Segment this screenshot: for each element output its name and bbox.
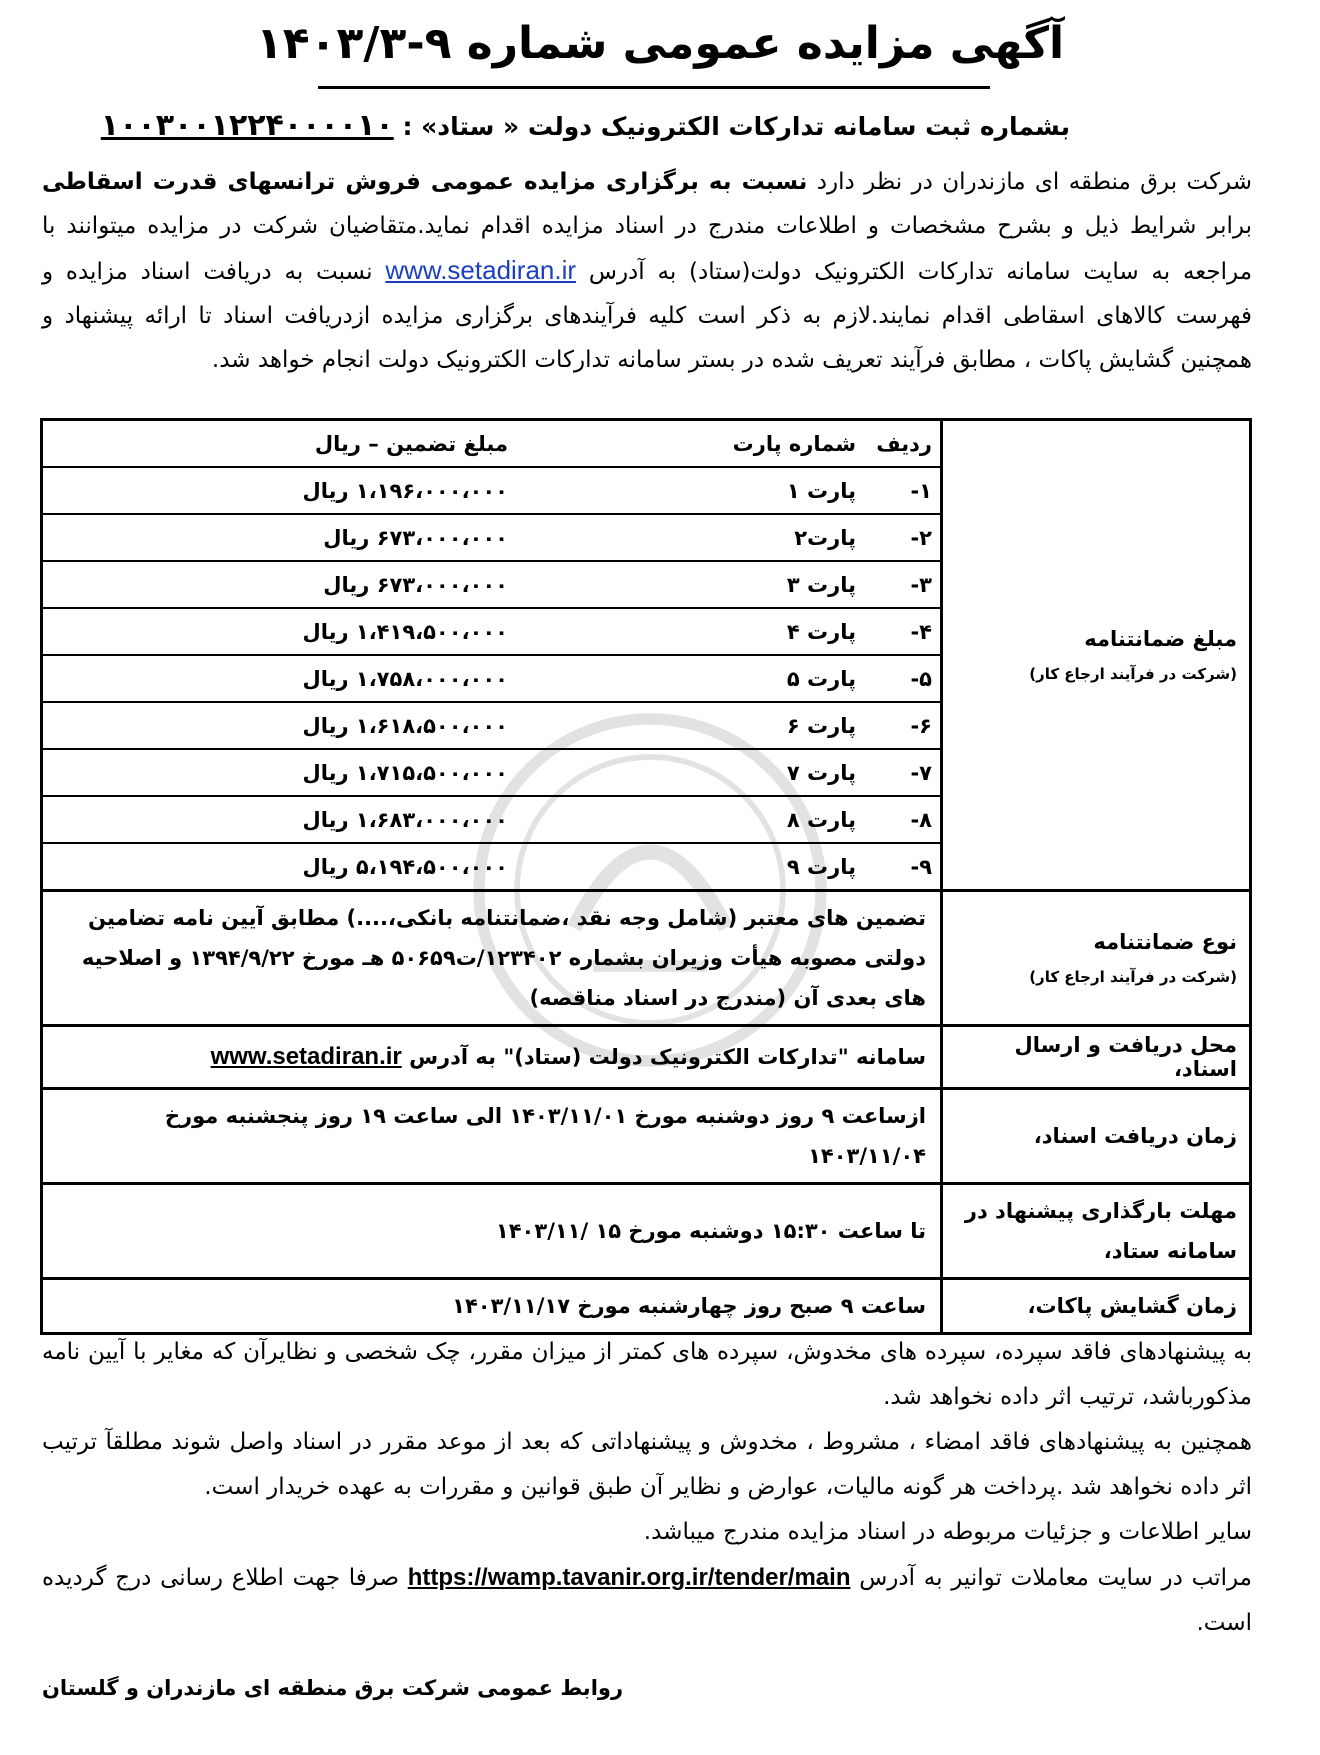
intro-part2: برابر شرایط ذیل و بشرح مشخصات و اطلاعات مندرج در اسناد مزایده اقدام نماید.متقاضیان شرکت در مزایده میتوانند با مراجعه به سایت سامانه تدارکات الکترونیک دولت(ستاد) به آدرس — [42, 213, 1253, 285]
docs-place-cell — [42, 1026, 942, 1089]
intro-part1: شرکت برق منطقه ای مازندران در نظر دارد — [816, 169, 1252, 195]
part-amount: ۱،۶۱۸،۵۰۰،۰۰۰ ریال — [43, 702, 668, 749]
intro-paragraph — [42, 160, 1252, 382]
part-name: پارت۲ — [668, 514, 864, 561]
part-row — [43, 796, 940, 843]
part-name: پارت ۱ — [668, 467, 864, 514]
part-name: پارت ۴ — [668, 608, 864, 655]
docs-time-label: زمان دریافت اسناد، — [942, 1089, 1251, 1184]
part-amount: ۱،۷۱۵،۵۰۰،۰۰۰ ریال — [43, 749, 668, 796]
part-name: پارت ۶ — [668, 702, 864, 749]
guarantee-amount-content — [42, 420, 942, 891]
title-underline — [318, 86, 990, 89]
part-row — [43, 655, 940, 702]
part-row — [43, 749, 940, 796]
part-amount: ۶۷۳،۰۰۰،۰۰۰ ریال — [43, 514, 668, 561]
part-row — [43, 467, 940, 514]
outro-section — [42, 1330, 1252, 1646]
guarantee-amount-label-cell — [942, 420, 1251, 891]
outro-paragraph-1: به پیشنهادهای فاقد سپرده، سپرده های مخدوش، سپرده های کمتر از میزان مقرر، چک شخصی و نظایرآن که مغایر با آیین نامه مذکورباشد، ترتیب اثر داده نخواهد شد. — [42, 1339, 1252, 1410]
outro-paragraph-2: همچنین به پیشنهادهای فاقد امضاء ، مشروط ، مخدوش و پیشنهاداتی که بعد از موعد مقرر در اسناد واصل شوند مطلقآ ترتیب اثر داده نخواهد شد .پرداخت هر گونه مالیات، عوارض و نظایر آن طبق قوانین و مقررات به عهده خریدار است. — [42, 1429, 1252, 1500]
guarantee-type-text: تضمین های معتبر (شامل وجه نقد ،ضمانتنامه بانکی،....) مطابق آیین نامه تضامین دولتی مصوبه هیأت وزیران بشماره ۱۲۳۴۰۲/ت۵۰۶۵۹ هـ مورخ ۱۳۹۴/۹/۲۲ و اصلاحیه های بعدی آن (مندرج در اسناد مناقصه) — [42, 891, 942, 1026]
registration-number: ۱۰۰۳۰۰۱۲۲۴۰۰۰۰۱۰ — [100, 108, 394, 143]
part-index: ۷- — [864, 749, 940, 796]
parts-table — [43, 421, 940, 889]
part-amount: ۱،۶۸۳،۰۰۰،۰۰۰ ریال — [43, 796, 668, 843]
part-index: ۱- — [864, 467, 940, 514]
part-row — [43, 514, 940, 561]
part-row — [43, 608, 940, 655]
opening-label: زمان گشایش پاکات، — [942, 1279, 1251, 1334]
footer-signature: روابط عمومی شرکت برق منطقه ای مازندران و گلستان — [42, 1676, 624, 1700]
guarantee-amount-label: مبلغ ضمانتنامه — [1084, 627, 1237, 651]
opening-row — [42, 1279, 1251, 1334]
part-index: ۳- — [864, 561, 940, 608]
docs-place-text: سامانه "تدارکات الکترونیک دولت (ستاد)" به آدرس — [409, 1045, 926, 1069]
header-part: شماره پارت — [668, 421, 864, 467]
intro-part3: نسبت به دریافت اسناد مزایده و فهرست کالاهای اسقاطی اقدام نمایند.لازم به ذکر است کلیه فرآیندهای برگزاری مزایده ازدریافت اسناد تا ارائه پیشنهاد و همچنین گشایش پاکات ، مطابق فرآیند تعریف شده در بستر سامانه تدارکات الکترونیک دولت انجام خواهد شد. — [42, 259, 1252, 373]
outro-paragraph-4 — [42, 1555, 1252, 1646]
part-amount: ۱،۴۱۹،۵۰۰،۰۰۰ ریال — [43, 608, 668, 655]
registration-line — [101, 108, 1070, 143]
part-name: پارت ۵ — [668, 655, 864, 702]
parts-header-row — [43, 421, 940, 467]
guarantee-type-sublabel: (شرکت در فرآیند ارجاع کار) — [1029, 968, 1237, 986]
outro-paragraph-3: سایر اطلاعات و جزئیات مربوطه در اسناد مزایده مندرج میباشد. — [643, 1519, 1252, 1545]
deadline-text: تا ساعت ۱۵:۳۰ دوشنبه مورخ ۱۵ /۱۴۰۳/۱۱ — [42, 1184, 942, 1279]
guarantee-type-row — [42, 891, 1251, 1026]
intro-bold: نسبت به برگزاری مزایده عمومی فروش ترانسهای قدرت اسقاطی — [42, 169, 808, 195]
part-amount: ۶۷۳،۰۰۰،۰۰۰ ریال — [43, 561, 668, 608]
guarantee-amount-row — [42, 420, 1251, 891]
guarantee-type-label-cell — [942, 891, 1251, 1026]
outro-p4-before: مراتب در سایت معاملات توانیر به آدرس — [859, 1565, 1252, 1591]
guarantee-type-label: نوع ضمانتنامه — [1093, 930, 1237, 954]
docs-time-row — [42, 1089, 1251, 1184]
part-row — [43, 702, 940, 749]
header-amount: مبلغ تضمین – ریال — [43, 421, 668, 467]
notice-title: آگهی مزایده عمومی شماره ۹-۱۴۰۳/۳ — [255, 18, 1065, 69]
tavanir-link[interactable]: https://wamp.tavanir.org.ir/tender/main — [407, 1564, 851, 1591]
docs-place-link[interactable]: www.setadiran.ir — [210, 1043, 402, 1070]
part-name: پارت ۳ — [668, 561, 864, 608]
part-index: ۴- — [864, 608, 940, 655]
docs-time-text: ازساعت ۹ روز دوشنبه مورخ ۱۴۰۳/۱۱/۰۱ الی ساعت ۱۹ روز پنجشنبه مورخ ۱۴۰۳/۱۱/۰۴ — [42, 1089, 942, 1184]
part-amount: ۱،۱۹۶،۰۰۰،۰۰۰ ریال — [43, 467, 668, 514]
outro-p4-after: صرفا جهت اطلاع رسانی درج گردیده است. — [42, 1565, 1252, 1636]
docs-place-label: محل دریافت و ارسال اسناد، — [942, 1026, 1251, 1089]
header-index: ردیف — [864, 421, 940, 467]
details-table — [40, 418, 1252, 1335]
registration-label: بشماره ثبت سامانه تدارکات الکترونیک دولت « ستاد» : — [402, 112, 1070, 141]
part-index: ۵- — [864, 655, 940, 702]
part-index: ۹- — [910, 854, 932, 879]
part-name: پارت ۹ — [786, 854, 856, 879]
docs-place-row — [42, 1026, 1251, 1089]
part-amount: ۵،۱۹۴،۵۰۰،۰۰۰ ریال — [302, 854, 508, 879]
part-index: ۲- — [864, 514, 940, 561]
part-name: پارت ۸ — [668, 796, 864, 843]
part-row — [43, 561, 940, 608]
part-index: ۸- — [864, 796, 940, 843]
part-index: ۶- — [864, 702, 940, 749]
opening-text: ساعت ۹ صبح روز چهارشنبه مورخ ۱۴۰۳/۱۱/۱۷ — [42, 1279, 942, 1334]
setad-link[interactable]: www.setadiran.ir — [385, 255, 577, 285]
part-name: پارت ۷ — [668, 749, 864, 796]
part-amount: ۱،۷۵۸،۰۰۰،۰۰۰ ریال — [43, 655, 668, 702]
part-row — [43, 843, 940, 889]
deadline-row — [42, 1184, 1251, 1279]
guarantee-amount-sublabel: (شرکت در فرآیند ارجاع کار) — [1029, 665, 1237, 683]
deadline-label: مهلت بارگذاری پیشنهاد در سامانه ستاد، — [942, 1184, 1251, 1279]
